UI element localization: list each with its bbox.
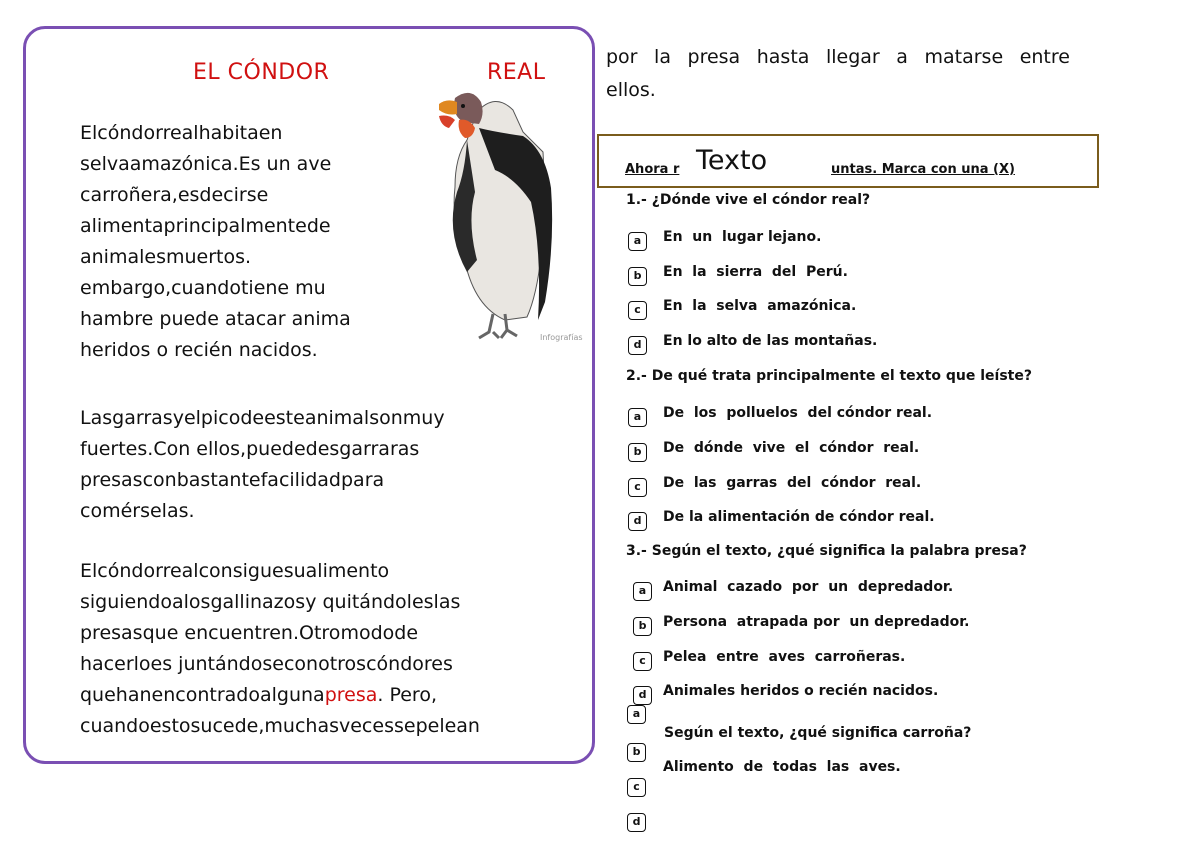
instructions-box <box>597 134 1099 188</box>
answer-box-a[interactable]: a <box>628 408 647 427</box>
option-b-text: Persona atrapada por un depredador. <box>663 614 970 630</box>
instructions-left: Ahora r <box>625 162 680 177</box>
title-right: REAL <box>487 60 546 85</box>
p1-line <box>80 118 576 149</box>
paragraph-3 <box>80 556 576 742</box>
word: a <box>896 46 908 68</box>
word: habita <box>198 122 259 144</box>
p3-line <box>80 618 576 649</box>
word: encontrado <box>151 684 260 706</box>
answer-box-c[interactable]: c <box>633 652 652 671</box>
word: cóndores <box>366 653 453 675</box>
paragraph-2 <box>80 403 576 527</box>
answer-box-a[interactable]: a <box>628 232 647 251</box>
word: siguiendo <box>80 591 172 613</box>
word: real <box>162 560 199 582</box>
word: es <box>177 184 200 206</box>
word: El <box>80 122 98 144</box>
word: decir <box>199 184 247 206</box>
word: presas <box>80 469 143 491</box>
instructions-right: untas. Marca con una (X) <box>831 162 1015 177</box>
question-4: Según el texto, ¿qué significa carroña? <box>664 725 972 741</box>
answer-box-c[interactable]: c <box>627 778 646 797</box>
p3-line <box>80 711 576 742</box>
word: por <box>606 46 638 68</box>
word: cuando <box>171 277 241 299</box>
word: pico <box>200 407 241 429</box>
word: este <box>264 407 305 429</box>
word: a <box>397 438 410 460</box>
p1-line <box>80 180 576 211</box>
word: la <box>654 46 671 68</box>
word: amazónica. <box>129 153 239 175</box>
word: se <box>246 184 269 206</box>
answer-box-d[interactable]: d <box>627 813 646 832</box>
word: real <box>162 122 199 144</box>
option-c-text: En la selva amazónica. <box>663 298 857 314</box>
word: que encuentren. <box>142 622 299 644</box>
option-d-text: En lo alto de las montañas. <box>663 333 878 349</box>
word: hambre puede atacar anima <box>80 308 351 330</box>
word: comérselas. <box>80 500 195 522</box>
option-a-text: Animal cazado por un depredador. <box>663 579 954 595</box>
word: los <box>183 591 211 613</box>
word: . Pero, <box>377 684 437 706</box>
question-1: 1.- ¿Dónde vive el cóndor real? <box>626 192 871 208</box>
word: se <box>393 715 416 737</box>
word: Es un ave <box>238 153 332 175</box>
word: animales <box>80 246 166 268</box>
p1-line <box>80 304 576 335</box>
word: pelean <box>415 715 480 737</box>
option-a-text: En un lugar lejano. <box>663 229 822 245</box>
word: entre <box>1019 46 1070 68</box>
word: selva <box>80 153 130 175</box>
word: Las <box>80 407 113 429</box>
continuation-line-1 <box>606 46 1070 68</box>
p3-line <box>80 680 576 711</box>
p2-line <box>80 496 576 527</box>
answer-box-c[interactable]: c <box>628 301 647 320</box>
image-credit: Infografías <box>540 333 583 342</box>
p1-line <box>80 211 576 242</box>
answer-box-b[interactable]: b <box>628 443 647 462</box>
word: puede <box>246 438 306 460</box>
word: veces <box>339 715 394 737</box>
word: que <box>80 684 116 706</box>
word: muy <box>402 407 445 429</box>
word: El <box>80 560 98 582</box>
word: el <box>183 407 201 429</box>
p1-line <box>80 273 576 304</box>
word: tiene mu <box>240 277 326 299</box>
word: garras <box>112 407 173 429</box>
word: consigue <box>198 560 284 582</box>
word: animal <box>304 407 370 429</box>
word: desgarrar <box>305 438 398 460</box>
word: presa <box>324 684 378 706</box>
answer-box-d[interactable]: d <box>628 336 647 355</box>
option-a-text: De los polluelos del cóndor real. <box>663 405 933 421</box>
word: de <box>306 215 331 237</box>
p1-line <box>80 149 576 180</box>
word: las <box>433 591 461 613</box>
p3-line <box>80 556 576 587</box>
word: alimenta <box>80 215 164 237</box>
p1-line <box>80 242 576 273</box>
option-b-text: Alimento de todas las aves. <box>663 759 901 775</box>
option-d-text: De la alimentación de cóndor real. <box>663 509 935 525</box>
word: esto <box>149 715 191 737</box>
answer-box-a[interactable]: a <box>627 705 646 724</box>
word: con <box>283 653 319 675</box>
p2-line <box>80 465 576 496</box>
option-c-text: Pelea entre aves carroñeras. <box>663 649 906 665</box>
word: su <box>283 560 306 582</box>
word: bastante <box>176 469 261 491</box>
word: llegar <box>825 46 880 68</box>
word: y <box>172 407 184 429</box>
word: cuando <box>80 715 150 737</box>
p2-line <box>80 403 576 434</box>
word: a <box>171 591 184 613</box>
word: alguna <box>259 684 325 706</box>
answer-box-c[interactable]: c <box>628 478 647 497</box>
word: matarse <box>924 46 1004 68</box>
question-2: 2.- De qué trata principalmente el texto que leíste? <box>626 368 1032 384</box>
word: heridos o recién nacidos. <box>80 339 318 361</box>
p1-line <box>80 335 576 366</box>
p3-line <box>80 587 576 618</box>
word: es juntándose <box>150 653 284 675</box>
question-3: 3.- Según el texto, ¿qué significa la palabra presa? <box>626 543 1027 559</box>
answer-box-d[interactable]: d <box>628 512 647 531</box>
word: son <box>369 407 403 429</box>
option-d-text: Animales heridos o recién nacidos. <box>663 683 939 699</box>
word: embargo, <box>80 277 172 299</box>
answer-box-b[interactable]: b <box>628 267 647 286</box>
word: presa <box>687 46 741 68</box>
paragraph-1 <box>80 118 576 366</box>
word: gallinazos <box>210 591 306 613</box>
word: Con ellos, <box>153 438 247 460</box>
title-left: EL CÓNDOR <box>193 60 330 85</box>
word: de <box>394 622 419 644</box>
word: principalmente <box>163 215 307 237</box>
word: presas <box>80 622 143 644</box>
instructions-overlay-word: Texto <box>696 145 768 176</box>
word: facilidad <box>260 469 341 491</box>
word: muertos. <box>165 246 252 268</box>
word: carroñera, <box>80 184 178 206</box>
word: hacerlo <box>80 653 151 675</box>
word: cóndor <box>97 122 163 144</box>
word: otros <box>318 653 367 675</box>
word: de <box>240 407 265 429</box>
option-c-text: De las garras del cóndor real. <box>663 475 922 491</box>
word: fuertes. <box>80 438 154 460</box>
p3-line <box>80 649 576 680</box>
word: modo <box>340 622 395 644</box>
continuation-line-2: ellos. <box>606 79 656 101</box>
word: s <box>409 438 420 460</box>
option-b-text: De dónde vive el cóndor real. <box>663 440 920 456</box>
word: cóndor <box>97 560 163 582</box>
word: Otro <box>299 622 341 644</box>
word: hasta <box>756 46 810 68</box>
word: alimento <box>305 560 390 582</box>
answer-box-b[interactable]: b <box>627 743 646 762</box>
answer-box-b[interactable]: b <box>633 617 652 636</box>
p2-line <box>80 434 576 465</box>
word: muchas <box>264 715 339 737</box>
word: con <box>142 469 177 491</box>
answer-box-a[interactable]: a <box>633 582 652 601</box>
word: y quitándoles <box>305 591 434 613</box>
word: en <box>258 122 283 144</box>
option-b-text: En la sierra del Perú. <box>663 264 848 280</box>
word: para <box>341 469 385 491</box>
word: han <box>115 684 152 706</box>
word: sucede, <box>190 715 265 737</box>
answer-box-d[interactable]: d <box>633 686 652 705</box>
